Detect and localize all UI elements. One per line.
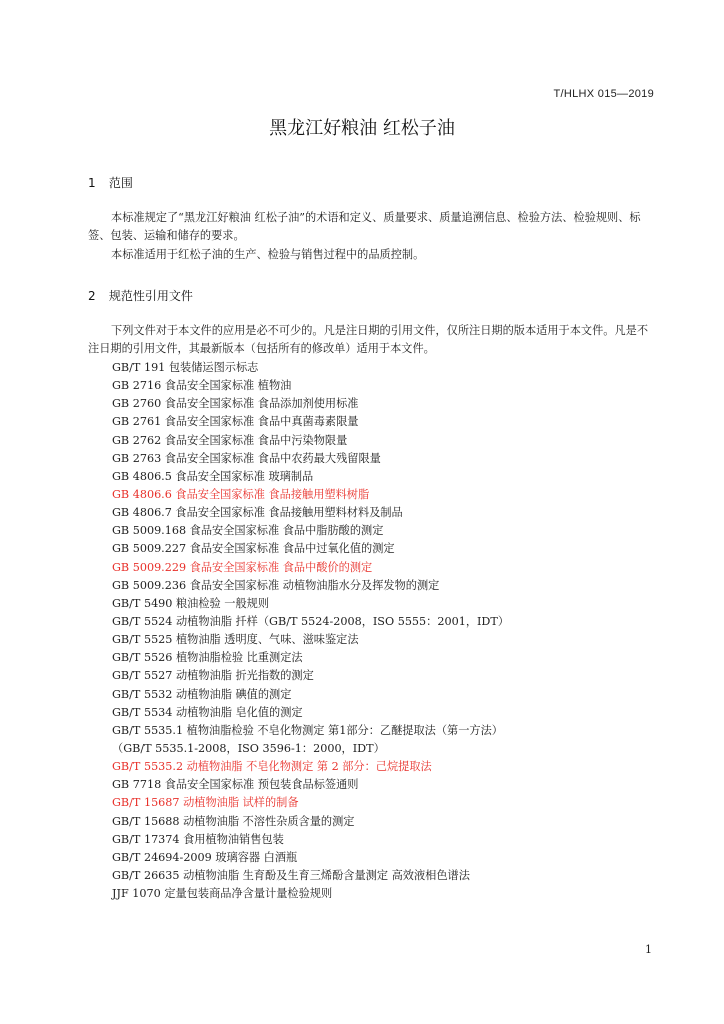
standard-code: T/HLHX 015—2019 bbox=[553, 88, 654, 100]
reference-item: GB 4806.7 食品安全国家标准 食品接触用塑料材料及制品 bbox=[112, 506, 403, 520]
reference-item: GB/T 5525 植物油脂 透明度、气味、滋味鉴定法 bbox=[112, 633, 359, 647]
reference-list bbox=[112, 359, 509, 903]
page-number: 1 bbox=[645, 943, 652, 956]
reference-item: （GB/T 5535.1-2008，ISO 3596-1：2000，IDT） bbox=[112, 741, 385, 755]
scope-paragraph: 本标准规定了“黑龙江好粮油 红松子油”的术语和定义、质量要求、质量追溯信息、检验方法、检验规则、标签、包装、运输和储存的要求。 bbox=[88, 211, 641, 242]
reference-item: GB/T 5534 动植物油脂 皂化值的测定 bbox=[112, 705, 303, 719]
reference-item: GB/T 5535.2 动植物油脂 不皂化物测定 第 2 部分：己烷提取法 bbox=[112, 760, 432, 774]
reference-item: GB 5009.229 食品安全国家标准 食品中酸价的测定 bbox=[112, 560, 373, 574]
reference-item: GB/T 17374 食用植物油销售包装 bbox=[112, 832, 284, 846]
reference-item: GB/T 26635 动植物油脂 生育酚及生育三烯酚含量测定 高效液相色谱法 bbox=[112, 868, 470, 882]
reference-item: GB 4806.5 食品安全国家标准 玻璃制品 bbox=[112, 469, 314, 483]
reference-item: GB/T 24694-2009 玻璃容器 白酒瓶 bbox=[112, 850, 298, 864]
section-title: 规范性引用文件 bbox=[108, 289, 193, 303]
section-title: 范围 bbox=[108, 176, 133, 190]
section-number: 2 bbox=[88, 289, 96, 303]
reference-item: GB 7718 食品安全国家标准 预包装食品标签通则 bbox=[112, 778, 359, 792]
section-2-heading bbox=[88, 287, 193, 304]
references-intro-paragraph: 下列文件对于本文件的应用是必不可少的。凡是注日期的引用文件，仅所注日期的版本适用于本文件。凡是不注日期的引用文件，其最新版本（包括所有的修改单）适用于本文件。 bbox=[88, 324, 649, 355]
reference-item: GB/T 191 包装储运图示标志 bbox=[112, 361, 259, 374]
reference-item: GB/T 5535.1 植物油脂检验 不皂化物测定 第1部分：乙醚提取法（第一方法） bbox=[112, 723, 503, 737]
reference-item: GB 5009.236 食品安全国家标准 动植物油脂水分及挥发物的测定 bbox=[112, 578, 440, 592]
reference-item: GB 2760 食品安全国家标准 食品添加剂使用标准 bbox=[112, 397, 359, 411]
section-number: 1 bbox=[88, 176, 96, 190]
reference-item: GB/T 5527 动植物油脂 折光指数的测定 bbox=[112, 669, 314, 683]
reference-item: GB/T 5526 植物油脂检验 比重测定法 bbox=[112, 651, 303, 665]
reference-item: GB/T 15687 动植物油脂 试样的制备 bbox=[112, 796, 299, 810]
section-1-heading bbox=[88, 174, 133, 191]
reference-item: GB 4806.6 食品安全国家标准 食品接触用塑料树脂 bbox=[112, 487, 370, 501]
reference-item: GB 5009.168 食品安全国家标准 食品中脂肪酸的测定 bbox=[112, 524, 384, 538]
reference-item: JJF 1070 定量包装商品净含量计量检验规则 bbox=[112, 887, 333, 901]
reference-item: GB 5009.227 食品安全国家标准 食品中过氧化值的测定 bbox=[112, 542, 395, 556]
reference-item: GB/T 5490 粮油检验 一般规则 bbox=[112, 596, 270, 610]
scope-paragraph: 本标准适用于红松子油的生产、检验与销售过程中的品质控制。 bbox=[111, 248, 425, 261]
reference-item: GB/T 15688 动植物油脂 不溶性杂质含量的测定 bbox=[112, 814, 355, 828]
reference-item: GB 2762 食品安全国家标准 食品中污染物限量 bbox=[112, 433, 348, 447]
reference-item: GB/T 5524 动植物油脂 扦样（GB/T 5524-2008，ISO 5555：2001，IDT） bbox=[112, 614, 510, 628]
reference-item: GB/T 5532 动植物油脂 碘值的测定 bbox=[112, 687, 292, 701]
reference-item: GB 2716 食品安全国家标准 植物油 bbox=[112, 379, 292, 393]
document-title: 黑龙江好粮油 红松子油 bbox=[269, 118, 455, 139]
reference-item: GB 2763 食品安全国家标准 食品中农药最大残留限量 bbox=[112, 451, 381, 465]
reference-item: GB 2761 食品安全国家标准 食品中真菌毒素限量 bbox=[112, 415, 359, 429]
